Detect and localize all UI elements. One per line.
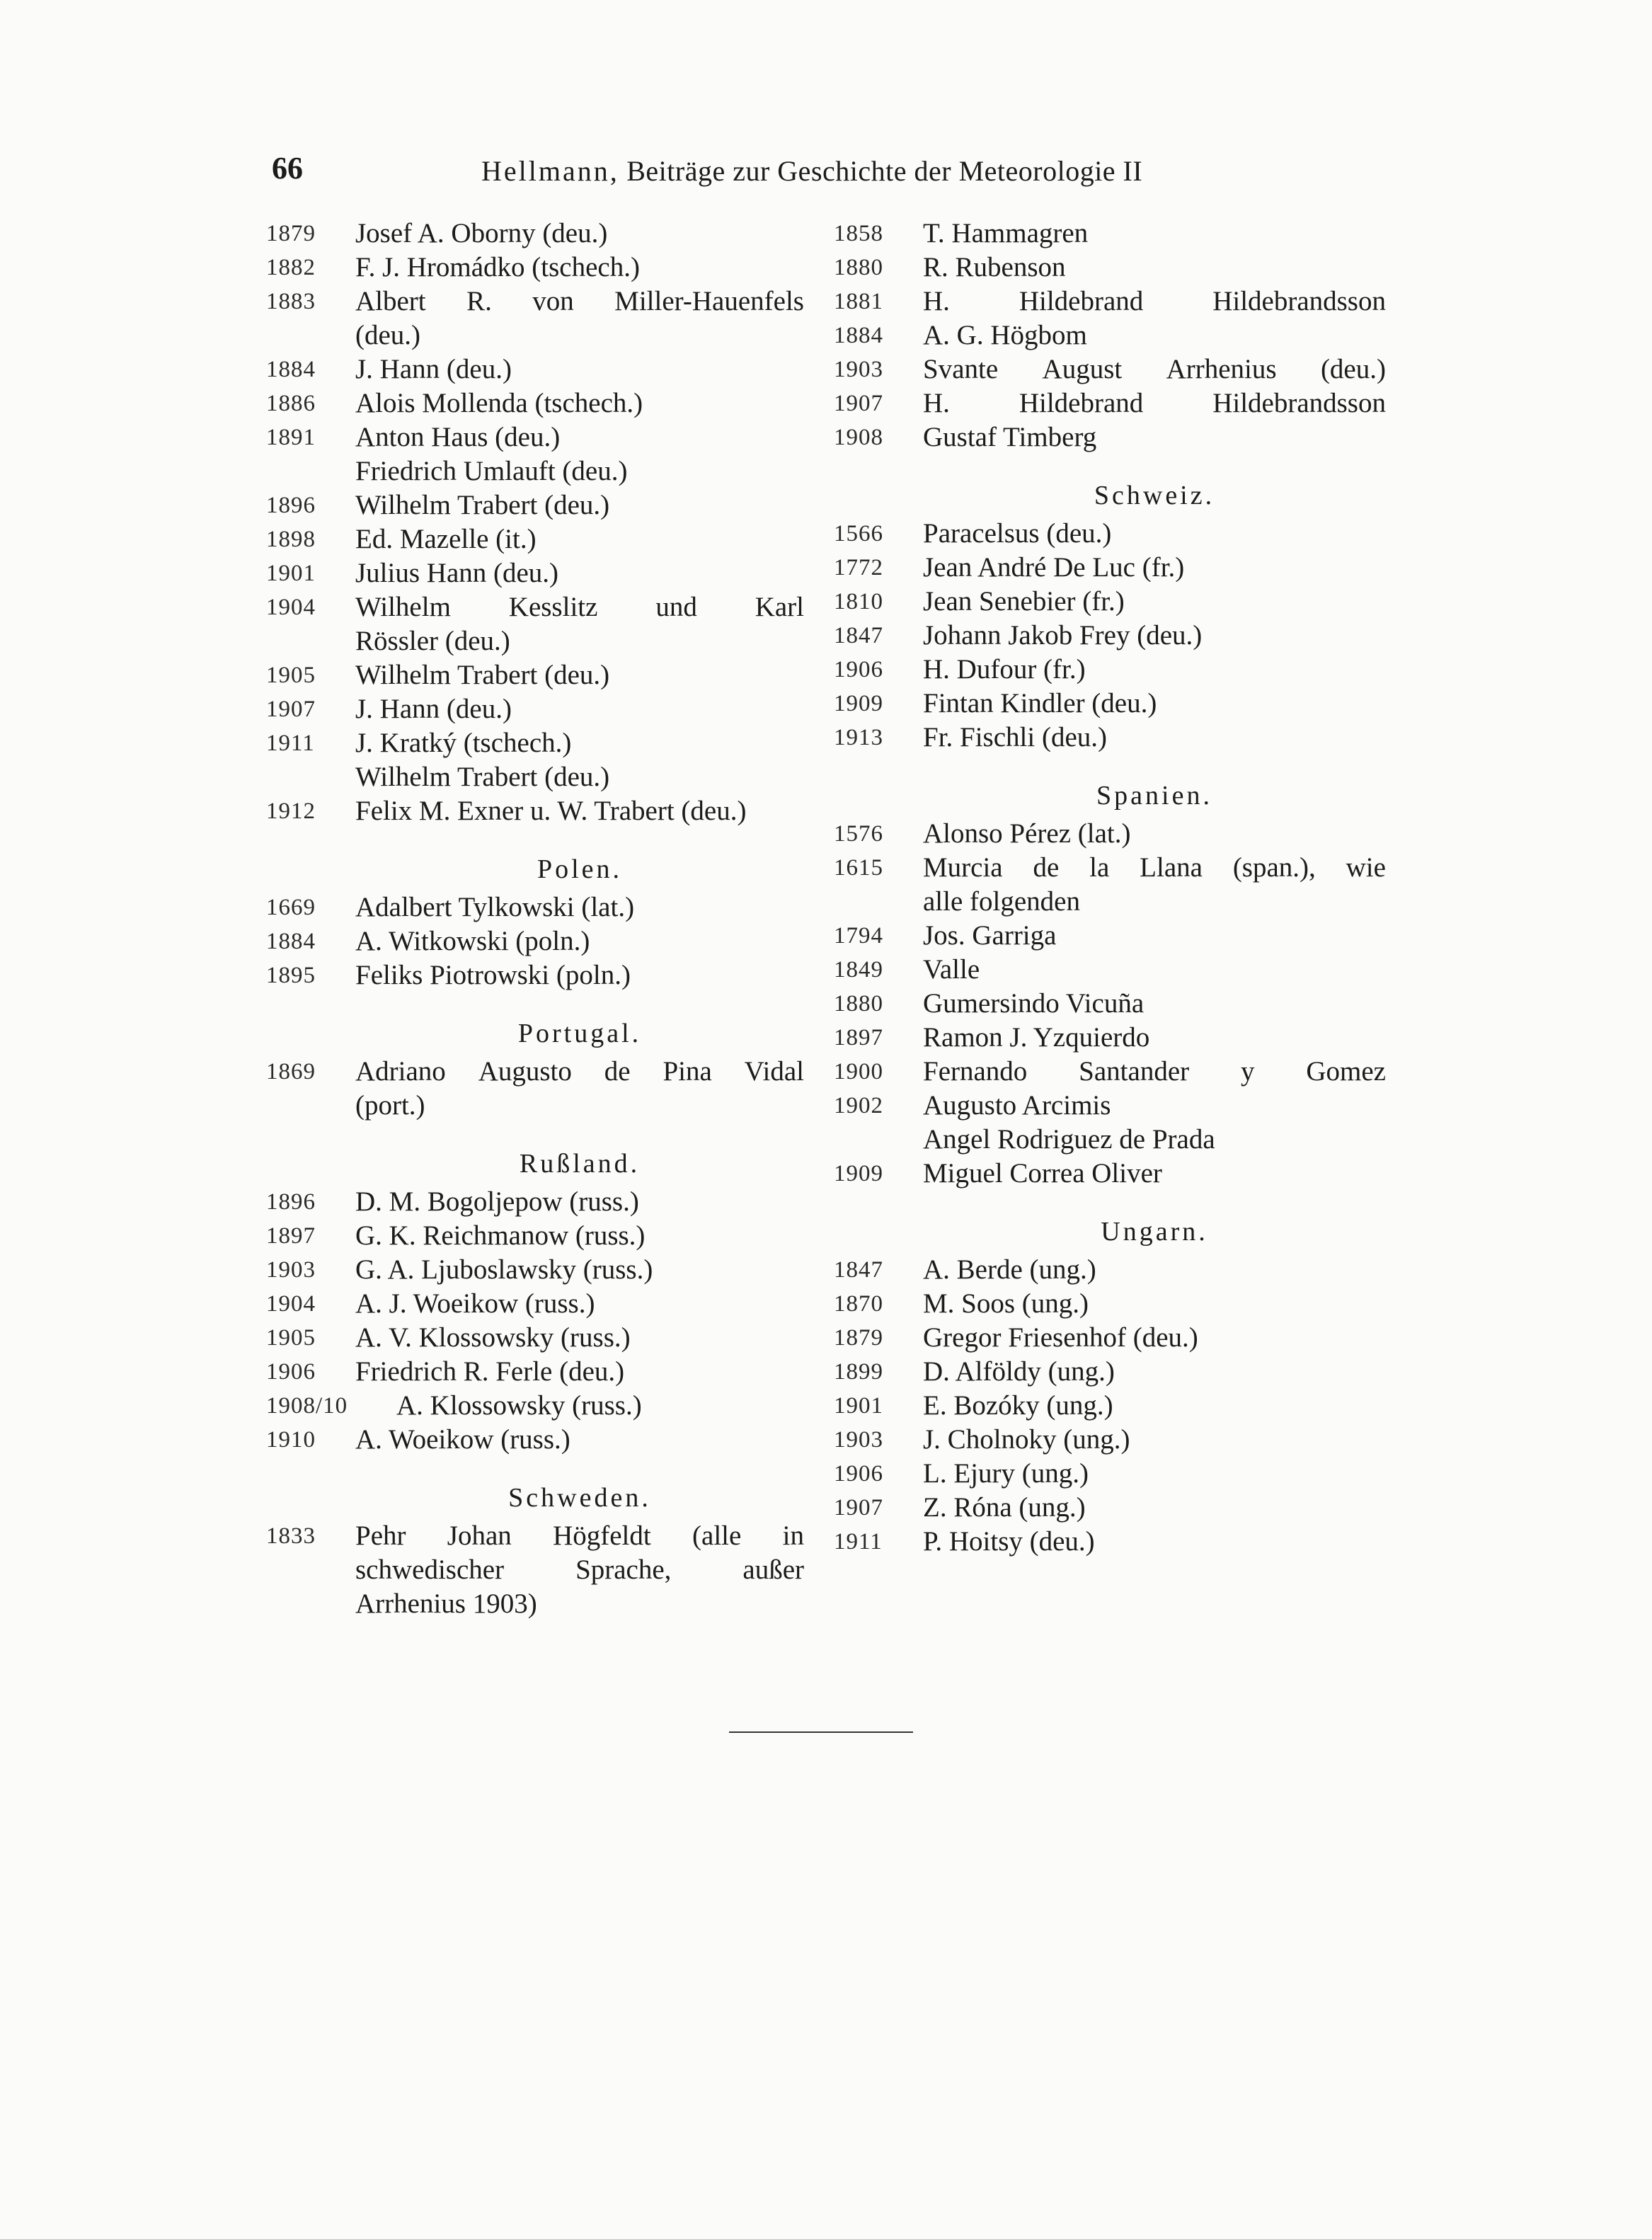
entry-names xyxy=(355,1219,804,1253)
entry-year: 1897 xyxy=(266,1223,316,1249)
entry-name-line: G. A. Ljuboslawsky (russ.) xyxy=(355,1254,653,1285)
entry-name-line: Jean André De Luc (fr.) xyxy=(923,552,1185,583)
entry-names xyxy=(355,794,804,828)
entry-year: 1898 xyxy=(266,527,316,552)
entry-row xyxy=(266,891,804,924)
entry-year: 1909 xyxy=(834,1161,883,1186)
entry-names xyxy=(923,953,1386,987)
entry-name-line: A. Woeikow (russ.) xyxy=(355,1424,570,1455)
entry-name-line: F. J. Hromádko (tschech.) xyxy=(355,252,640,282)
entry-row xyxy=(834,1157,1386,1191)
entry-year: 1886 xyxy=(266,391,316,416)
entry-name-line: Pehr Johan Högfeldt (alle in xyxy=(355,1521,804,1551)
entry-names xyxy=(355,692,804,726)
entry-names xyxy=(355,1423,804,1457)
entry-name-line: Johann Jakob Frey (deu.) xyxy=(923,620,1203,651)
entry-row xyxy=(834,1287,1386,1321)
entry-name-line: Fernando Santander y Gomez xyxy=(923,1056,1386,1087)
entry-name-line: Friedrich Umlauft (deu.) xyxy=(355,456,628,486)
entry-year: 1904 xyxy=(266,595,316,620)
entry-name-line: Miguel Correa Oliver xyxy=(923,1158,1162,1189)
entry-row xyxy=(834,619,1386,653)
entry-row xyxy=(266,522,804,556)
section-heading: Ungarn. xyxy=(1101,1217,1208,1247)
entry-row xyxy=(834,1089,1386,1157)
entry-names xyxy=(355,1185,804,1219)
entry-names xyxy=(923,1089,1386,1157)
entry-names xyxy=(923,1253,1386,1287)
entry-row xyxy=(834,987,1386,1021)
entry-row xyxy=(266,1423,804,1457)
entry-year: 1884 xyxy=(266,929,316,954)
entry-year: 1849 xyxy=(834,957,883,983)
entry-year: 1907 xyxy=(834,1495,883,1521)
entry-row xyxy=(834,1389,1386,1423)
entry-name-line: Wilhelm Trabert (deu.) xyxy=(355,490,610,520)
entry-name-line: Fr. Fischli (deu.) xyxy=(923,722,1107,752)
entry-name-line: Anton Haus (deu.) xyxy=(355,422,561,452)
entry-names xyxy=(923,1457,1386,1491)
entry-name-line: Ed. Mazelle (it.) xyxy=(355,524,537,554)
entry-names xyxy=(396,1389,804,1423)
entry-row xyxy=(266,1321,804,1355)
entry-name-line: Augusto Arcimis xyxy=(923,1090,1111,1121)
entry-name-line: J. Hann (deu.) xyxy=(355,694,512,724)
entry-year: 1906 xyxy=(834,1461,883,1487)
entry-names xyxy=(355,488,804,522)
entry-row xyxy=(266,924,804,958)
entry-name-line: Wilhelm Kesslitz und Karl xyxy=(355,592,804,622)
entry-year: 1669 xyxy=(266,895,316,920)
entry-row xyxy=(834,653,1386,687)
entry-year: 1870 xyxy=(834,1291,883,1317)
entry-row xyxy=(266,386,804,420)
entry-year: 1902 xyxy=(834,1093,883,1118)
entry-year: 1772 xyxy=(834,555,883,580)
entry-name-line: A. Berde (ung.) xyxy=(923,1254,1096,1285)
entry-name-line: M. Soos (ung.) xyxy=(923,1288,1089,1319)
entry-name-line: Svante August Arrhenius (deu.) xyxy=(923,354,1386,384)
entry-year: 1911 xyxy=(266,731,315,756)
entry-names xyxy=(923,1491,1386,1525)
entry-name-line: Alois Mollenda (tschech.) xyxy=(355,388,643,418)
entry-year: 1912 xyxy=(266,798,316,824)
entry-names xyxy=(923,217,1386,251)
entry-year: 1833 xyxy=(266,1523,316,1549)
entry-names xyxy=(923,517,1386,551)
entry-name-line: J. Cholnoky (ung.) xyxy=(923,1424,1130,1455)
entry-names xyxy=(355,590,804,658)
entry-row xyxy=(266,1219,804,1253)
entry-names xyxy=(923,1055,1386,1089)
entry-name-line: Gregor Friesenhof (deu.) xyxy=(923,1322,1198,1353)
entry-name-line: Wilhelm Trabert (deu.) xyxy=(355,660,610,690)
entry-name-line: (deu.) xyxy=(355,320,421,350)
entry-row xyxy=(266,1253,804,1287)
entry-year: 1879 xyxy=(834,1325,883,1351)
section-heading: Rußland. xyxy=(519,1149,641,1179)
entry-names xyxy=(923,585,1386,619)
entry-row xyxy=(266,658,804,692)
running-head-title: Beiträge zur Geschichte der Meteorologie II xyxy=(626,155,1143,187)
entry-year: 1879 xyxy=(266,221,316,246)
entry-year: 1899 xyxy=(834,1359,883,1385)
entry-name-line: schwedischer Sprache, außer xyxy=(355,1554,804,1585)
entry-name-line: A. G. Högbom xyxy=(923,320,1087,350)
entry-row xyxy=(266,1355,804,1389)
entry-row xyxy=(266,217,804,251)
entry-names xyxy=(355,217,804,251)
entry-year: 1869 xyxy=(266,1059,316,1084)
entry-row xyxy=(834,585,1386,619)
entry-year: 1905 xyxy=(266,663,316,688)
entry-row xyxy=(834,517,1386,551)
entry-row xyxy=(834,1423,1386,1457)
section-heading: Portugal. xyxy=(517,1019,642,1048)
entry-names xyxy=(923,919,1386,953)
entry-name-line: Z. Róna (ung.) xyxy=(923,1492,1086,1523)
entry-names xyxy=(923,1321,1386,1355)
entry-name-line: Albert R. von Miller-Hauenfels xyxy=(355,286,804,316)
entry-names xyxy=(355,251,804,285)
entry-name-line: Friedrich R. Ferle (deu.) xyxy=(355,1356,625,1387)
entry-names xyxy=(923,687,1386,721)
entry-names xyxy=(923,721,1386,755)
page-number: 66 xyxy=(272,151,303,185)
running-head-author: Hellmann, xyxy=(481,155,619,187)
entry-year: 1901 xyxy=(266,561,316,586)
entry-year: 1909 xyxy=(834,691,883,716)
entry-year: 1896 xyxy=(266,1189,316,1215)
entry-year: 1884 xyxy=(834,323,883,348)
entry-year: 1810 xyxy=(834,589,883,614)
entry-name-line: D. M. Bogoljepow (russ.) xyxy=(355,1186,639,1217)
entry-row xyxy=(266,285,804,353)
section-heading: Schweiz. xyxy=(1094,481,1215,510)
entry-year: 1880 xyxy=(834,991,883,1017)
entry-name-line: Arrhenius 1903) xyxy=(355,1588,537,1619)
entry-row xyxy=(834,953,1386,987)
entry-names xyxy=(355,1321,804,1355)
entry-year: 1880 xyxy=(834,255,883,280)
entry-names xyxy=(923,1157,1386,1191)
entry-row xyxy=(266,1055,804,1123)
entry-year: 1615 xyxy=(834,855,883,881)
entry-names xyxy=(923,653,1386,687)
entry-names xyxy=(923,1389,1386,1423)
entry-year: 1908 xyxy=(834,425,883,450)
entry-row xyxy=(266,1519,804,1621)
entry-name-line: E. Bozóky (ung.) xyxy=(923,1390,1113,1421)
section-heading: Polen. xyxy=(537,854,623,884)
entry-names xyxy=(923,1525,1386,1559)
entry-row xyxy=(266,488,804,522)
entry-row xyxy=(834,285,1386,319)
entry-names xyxy=(355,1055,804,1123)
entry-row xyxy=(266,1389,804,1423)
section-heading: Schweden. xyxy=(508,1483,651,1513)
right-column xyxy=(834,217,1386,1559)
entry-row xyxy=(266,692,804,726)
entry-year: 1897 xyxy=(834,1025,883,1050)
entry-name-line: Angel Rodriguez de Prada xyxy=(923,1124,1215,1155)
entry-name-line: J. Hann (deu.) xyxy=(355,354,512,384)
entry-name-line: A. Witkowski (poln.) xyxy=(355,926,590,956)
entry-year: 1910 xyxy=(266,1427,316,1453)
entry-year: 1884 xyxy=(266,357,316,382)
entry-names xyxy=(355,924,804,958)
entry-year: 1907 xyxy=(834,391,883,416)
entry-names xyxy=(355,522,804,556)
entry-row xyxy=(266,251,804,285)
entry-row xyxy=(834,1457,1386,1491)
entry-row xyxy=(834,687,1386,721)
entry-name-line: L. Ejury (ung.) xyxy=(923,1458,1089,1489)
entry-row xyxy=(266,420,804,488)
entry-year: 1908/10 xyxy=(266,1393,348,1419)
entry-year: 1858 xyxy=(834,221,883,246)
entry-row xyxy=(834,851,1386,919)
entry-name-line: H. Dufour (fr.) xyxy=(923,654,1086,685)
entry-name-line: Ramon J. Yzquierdo xyxy=(923,1022,1150,1053)
entry-year: 1900 xyxy=(834,1059,883,1084)
entry-name-line: Feliks Piotrowski (poln.) xyxy=(355,960,631,990)
section-heading: Spanien. xyxy=(1096,781,1212,811)
entry-year: 1901 xyxy=(834,1393,883,1419)
entry-row xyxy=(834,721,1386,755)
entry-name-line: Julius Hann (deu.) xyxy=(355,558,559,588)
entry-names xyxy=(923,987,1386,1021)
entry-row xyxy=(834,551,1386,585)
entry-names xyxy=(923,1287,1386,1321)
entry-name-line: Valle xyxy=(923,954,980,985)
entry-names xyxy=(355,726,804,794)
entry-name-line: Murcia de la Llana (span.), wie xyxy=(923,852,1386,883)
entry-row xyxy=(834,353,1386,386)
entry-year: 1906 xyxy=(834,657,883,682)
entry-name-line: Felix M. Exner u. W. Trabert (deu.) xyxy=(355,796,747,826)
entry-row xyxy=(266,556,804,590)
entry-name-line: Rössler (deu.) xyxy=(355,626,510,656)
entry-names xyxy=(355,1253,804,1287)
entry-year: 1847 xyxy=(834,1257,883,1283)
end-rule xyxy=(729,1731,913,1733)
entry-names xyxy=(355,556,804,590)
entry-year: 1891 xyxy=(266,425,316,450)
entry-year: 1906 xyxy=(266,1359,316,1385)
entry-name-line: Paracelsus (deu.) xyxy=(923,518,1112,549)
entry-name-line: Gumersindo Vicuña xyxy=(923,988,1145,1019)
entry-row xyxy=(266,958,804,992)
entry-row xyxy=(834,1525,1386,1559)
entry-name-line: Adriano Augusto de Pina Vidal xyxy=(355,1056,804,1087)
entry-row xyxy=(834,1321,1386,1355)
entry-names xyxy=(355,958,804,992)
entry-row xyxy=(834,319,1386,353)
entry-name-line: J. Kratký (tschech.) xyxy=(355,728,572,758)
entry-names xyxy=(355,891,804,924)
entry-row xyxy=(266,353,804,386)
entry-name-line: Adalbert Tylkowski (lat.) xyxy=(355,892,635,922)
entry-name-line: G. K. Reichmanow (russ.) xyxy=(355,1220,646,1251)
entry-row xyxy=(834,1055,1386,1089)
entry-name-line: D. Alföldy (ung.) xyxy=(923,1356,1115,1387)
entry-names xyxy=(355,420,804,488)
entry-year: 1913 xyxy=(834,725,883,750)
entry-names xyxy=(923,619,1386,653)
entry-name-line: Gustaf Timberg xyxy=(923,422,1097,452)
entry-name-line: Jos. Garriga xyxy=(923,920,1057,951)
left-column xyxy=(266,217,804,1621)
entry-names xyxy=(923,1355,1386,1389)
entry-name-line: T. Hammagren xyxy=(923,218,1089,248)
entry-row xyxy=(834,251,1386,285)
entry-names xyxy=(923,353,1386,386)
entry-name-line: Fintan Kindler (deu.) xyxy=(923,688,1157,718)
entry-name-line: alle folgenden xyxy=(923,886,1080,917)
entry-row xyxy=(834,817,1386,851)
entry-names xyxy=(355,1355,804,1389)
entry-year: 1903 xyxy=(266,1257,316,1283)
entry-names xyxy=(355,658,804,692)
entry-year: 1896 xyxy=(266,493,316,518)
running-head xyxy=(481,154,1142,188)
entry-year: 1576 xyxy=(834,821,883,847)
entry-names xyxy=(355,386,804,420)
entry-row xyxy=(266,1185,804,1219)
entry-names xyxy=(923,1423,1386,1457)
entry-row xyxy=(266,1287,804,1321)
entry-year: 1904 xyxy=(266,1291,316,1317)
entry-name-line: A. V. Klossowsky (russ.) xyxy=(355,1322,631,1353)
entry-row xyxy=(834,1355,1386,1389)
entry-year: 1905 xyxy=(266,1325,316,1351)
entry-year: 1895 xyxy=(266,963,316,988)
entry-name-line: H. Hildebrand Hildebrandsson xyxy=(923,286,1386,316)
entry-name-line: Josef A. Oborny (deu.) xyxy=(355,218,608,248)
entry-row xyxy=(834,919,1386,953)
entry-year: 1566 xyxy=(834,521,883,546)
entry-year: 1907 xyxy=(266,697,316,722)
entry-name-line: Wilhelm Trabert (deu.) xyxy=(355,762,610,792)
entry-year: 1903 xyxy=(834,1427,883,1453)
entry-names xyxy=(923,386,1386,420)
entry-year: 1903 xyxy=(834,357,883,382)
entry-name-line: Alonso Pérez (lat.) xyxy=(923,818,1131,849)
entry-names xyxy=(355,1287,804,1321)
entry-year: 1882 xyxy=(266,255,316,280)
entry-names xyxy=(355,285,804,353)
entry-names xyxy=(923,420,1386,454)
entry-names xyxy=(923,1021,1386,1055)
entry-name-line: R. Rubenson xyxy=(923,252,1066,282)
entry-row xyxy=(834,217,1386,251)
entry-names xyxy=(923,251,1386,285)
entry-year: 1794 xyxy=(834,923,883,949)
entry-row xyxy=(834,1021,1386,1055)
entry-name-line: H. Hildebrand Hildebrandsson xyxy=(923,388,1386,418)
entry-name-line: Jean Senebier (fr.) xyxy=(923,586,1125,617)
entry-row xyxy=(834,1253,1386,1287)
entry-row xyxy=(266,794,804,828)
entry-row xyxy=(834,386,1386,420)
entry-year: 1847 xyxy=(834,623,883,648)
entry-names xyxy=(923,319,1386,353)
entry-names xyxy=(923,817,1386,851)
entry-name-line: A. J. Woeikow (russ.) xyxy=(355,1288,595,1319)
entry-year: 1881 xyxy=(834,289,883,314)
entry-year: 1911 xyxy=(834,1529,883,1554)
entry-name-line: (port.) xyxy=(355,1090,425,1121)
entry-row xyxy=(834,420,1386,454)
entry-names xyxy=(355,353,804,386)
entry-row xyxy=(266,726,804,794)
entry-row xyxy=(266,590,804,658)
entry-names xyxy=(923,551,1386,585)
entry-names xyxy=(923,285,1386,319)
entry-name-line: P. Hoitsy (deu.) xyxy=(923,1526,1095,1557)
entry-year: 1883 xyxy=(266,289,316,314)
entry-name-line: A. Klossowsky (russ.) xyxy=(396,1390,642,1421)
entry-names xyxy=(923,851,1386,919)
entry-row xyxy=(834,1491,1386,1525)
entry-names xyxy=(355,1519,804,1621)
